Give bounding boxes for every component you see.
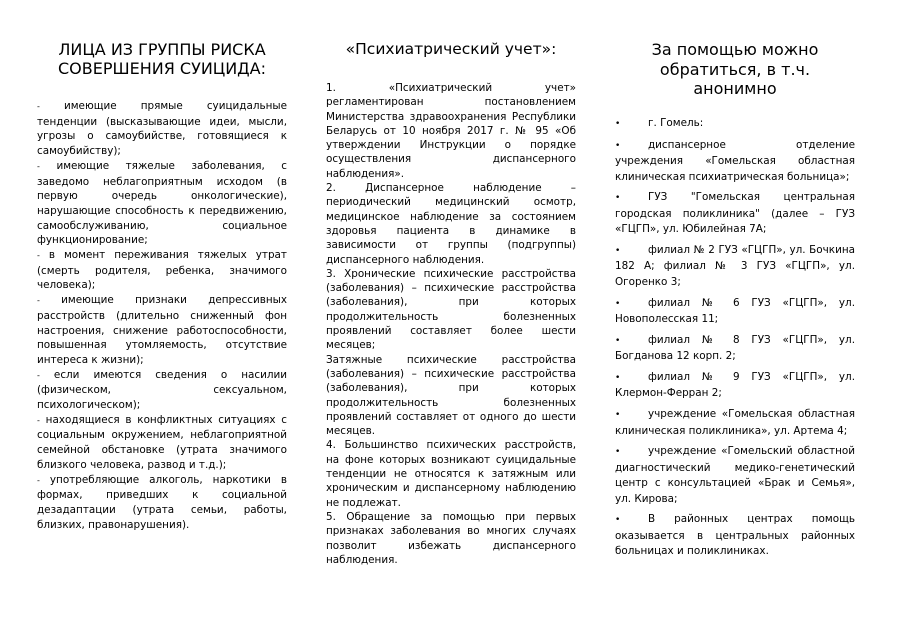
risk-group-column [37,0,287,636]
bullet-marker: • [615,298,621,309]
psychiatric-registration-column [326,0,576,636]
help-contacts-list [615,116,855,565]
bullet-marker: • [615,515,621,526]
dash-marker: - [37,251,40,261]
registration-paragraph: 5. Обращение за помощью при первых признаках заболевания во многих случаях позволит избежать диспансерного наблюдения. [326,510,576,566]
psychiatric-registration-text [326,81,576,567]
dash-marker: - [37,102,40,111]
bullet-marker: • [615,447,621,458]
registration-paragraph: 1. «Психиатрический учет» регламентирован постановлением Министерства здравоохранения Республики Беларусь от 10 ноября 2017 г. № 95 «Об утверждении Инструкции о порядке осуществления диспансерного наблюдения». [326,82,576,180]
bullet-marker: • [615,410,621,421]
risk-group-item: - если имеются сведения о насилии (физическом, сексуальном, психологическом); [37,368,287,412]
risk-group-item: - находящиеся в конфликтных ситуациях с социальным окружением, неблагоприятной семейной обстановке (утрата значимого близкого человека, развод и т.д.); [37,413,287,471]
help-title-line1: За помощью можно [651,40,819,59]
help-title-line3: анонимно [693,79,777,98]
help-contact-item: • филиал № 8 ГУЗ «ГЦГП», ул. Богданова 12 корп. 2; [615,333,855,363]
help-contact-item: • филиал № 6 ГУЗ «ГЦГП», ул. Новополесская 11; [615,296,855,326]
help-contact-item: • филиал № 9 ГУЗ «ГЦГП», ул. Клермон-Ферран 2; [615,371,855,400]
help-contact-item: • В районных центрах помощь оказывается в центральных районных больницах и поликлиниках. [615,513,855,558]
help-contact-item: • диспансерное отделение учреждения «Гомельская областная клиническая психиатрическая больница»; [615,138,855,183]
risk-group-list [37,99,287,532]
registration-paragraph: Затяжные психические расстройства (заболевания) – психические расстройства (заболевания), при которых продолжительность болезненных проявлений составляет от одного до шести месяцев. [326,353,576,438]
help-contacts-title [615,40,855,99]
risk-group-title-line1: ЛИЦА ИЗ ГРУППЫ РИСКА [58,40,266,59]
bullet-marker: • [615,119,621,129]
help-title-line2: обратиться, в т.ч. [659,59,811,79]
risk-group-item: - употребляющие алкоголь, наркотики в формах, приведших к социальной дезадаптации (утрата семьи, работы, близких, правонарушения). [37,473,287,531]
risk-group-item: - имеющие признаки депрессивных расстройств (длительно сниженный фон настроения, снижение работоспособности, повышенная утомляемость, отсутствие интереса к жизни); [37,294,287,366]
help-contact-item: • г. Гомель: [615,116,855,132]
bullet-marker: • [615,193,621,204]
risk-group-title-line2: СОВЕРШЕНИЯ СУИЦИДА: [57,59,267,78]
bullet-marker: • [615,335,621,346]
registration-paragraph: 2. Диспансерное наблюдение – периодический медицинский осмотр, медицинское наблюдение за состоянием здоровья пациента в динамике в зависимости от группы (подгруппы) диспансерного наблюдения. [326,182,576,266]
risk-group-item: - имеющие прямые суицидальные тенденции (высказывающие идеи, мысли, угрозы о самоубийстве, готовящиеся к самоубийству); [37,100,287,158]
dash-marker: - [37,415,40,425]
risk-group-title [37,40,287,78]
help-contact-item: • учреждение «Гомельский областной диагностический медико-генетический центр с консультацией «Брак и Семья», ул. Кирова; [615,445,855,505]
dash-marker: - [37,296,40,306]
dash-marker: - [37,161,40,171]
bullet-marker: • [615,246,621,257]
dash-marker: - [37,370,40,380]
risk-group-item: - имеющие тяжелые заболевания, с заведомо неблагоприятным исходом (в первую очередь онкологические), нарушающие способность к передвижению, самообслуживанию, социальное функционирование; [37,159,287,247]
psychiatric-registration-title: «Психиатрический учет»: [345,40,557,58]
registration-paragraph: 3. Хронические психические расстройства (заболевания) – психические расстройства (заболевания), при которых продолжительность болезненных проявлений составляет более шести месяцев; [326,267,576,352]
registration-paragraph: 4. Большинство психических расстройств, на фоне которых возникают суицидальные тенденции не относятся к затяжным или хроническим и диспансерному наблюдению не подлежат. [326,439,576,509]
help-contact-item: • ГУЗ "Гомельская центральная городская поликлиника" (далее – ГУЗ «ГЦГП», ул. Юбилейная 7А; [615,191,855,236]
help-contact-item: • учреждение «Гомельская областная клиническая поликлиника», ул. Артема 4; [615,408,855,437]
dash-marker: - [37,475,40,485]
help-contacts-column [615,0,855,636]
risk-group-item: - в момент переживания тяжелых утрат (смерть родителя, ребенка, значимого человека); [37,249,287,292]
bullet-marker: • [615,373,621,384]
help-contact-item: • филиал № 2 ГУЗ «ГЦГП», ул. Бочкина 182 А; филиал № 3 ГУЗ «ГЦГП», ул. Огоренко 3; [615,244,855,288]
bullet-marker: • [615,140,621,151]
